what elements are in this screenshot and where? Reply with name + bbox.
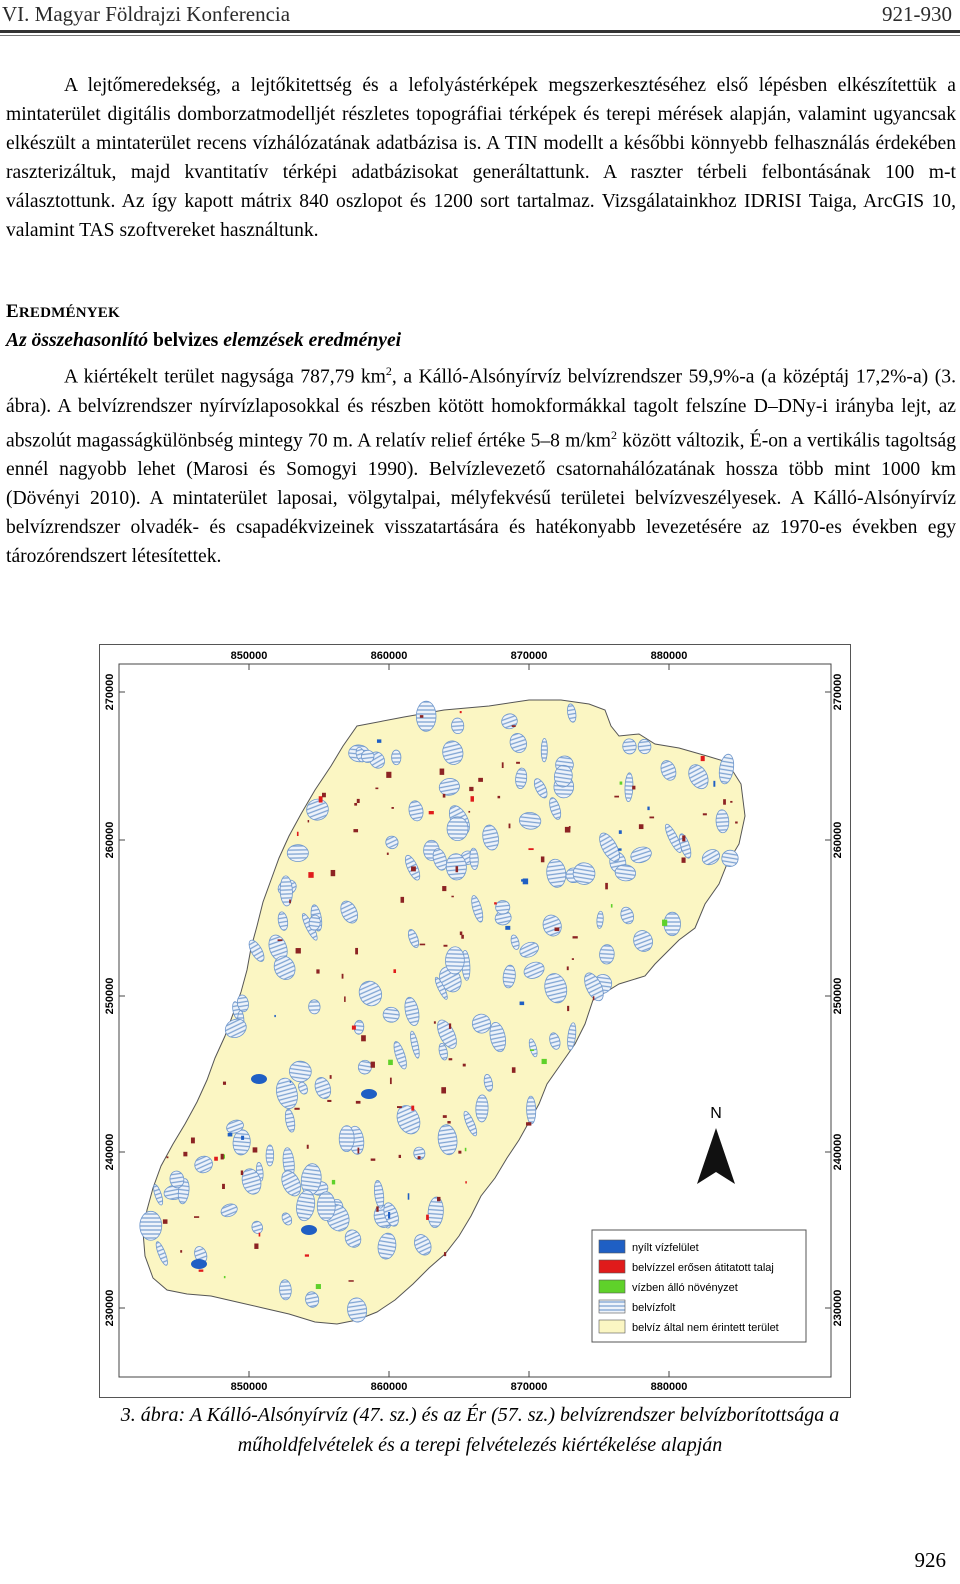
water-patch (447, 817, 468, 841)
soil-speck (520, 1002, 525, 1006)
soil-speck (555, 927, 560, 931)
y-tick-left-4: 230000 (104, 1289, 116, 1327)
soil-speck (241, 1136, 244, 1140)
water-patch (308, 1000, 320, 1015)
soil-speck (713, 781, 715, 787)
section-heading-rest: REDMÉNYEK (18, 305, 120, 321)
results-sup-1: 2 (385, 364, 392, 378)
soil-speck (420, 715, 423, 718)
soil-speck (322, 793, 326, 798)
soil-speck (224, 1276, 226, 1278)
x-tick-top-1: 860000 (370, 650, 408, 662)
soil-speck (456, 866, 459, 872)
soil-speck (376, 1206, 378, 1211)
caption-line-1: 3. ábra: A Kálló-Alsónyírvíz (47. sz.) és az Ér (57. sz.) belvízrendszer belvízborítottsága a (120, 1404, 840, 1426)
soil-speck (523, 878, 528, 884)
soil-speck (354, 803, 357, 806)
soil-speck (223, 1082, 226, 1085)
soil-speck (296, 948, 301, 953)
soil-speck (505, 926, 510, 930)
soil-speck (526, 1122, 531, 1125)
soil-speck (437, 1197, 440, 1201)
y-tick-right-3: 240000 (832, 1133, 844, 1171)
soil-speck (371, 1062, 375, 1068)
header-rule-thick (0, 30, 960, 33)
soil-speck (440, 769, 445, 775)
soil-speck (703, 813, 707, 815)
soil-speck (401, 897, 405, 903)
soil-speck (278, 939, 283, 941)
soil-speck (632, 786, 635, 790)
results-sup-2: 2 (610, 427, 617, 442)
soil-speck (465, 1148, 467, 1151)
soil-speck (468, 811, 470, 813)
soil-speck (388, 1212, 390, 1218)
water-patch (140, 1211, 162, 1240)
soil-speck (307, 1145, 309, 1149)
map-legend (592, 1230, 806, 1342)
section-heading (6, 301, 120, 323)
soil-speck (620, 782, 623, 785)
soil-speck (358, 1148, 360, 1154)
open-water-blob (301, 1225, 317, 1235)
soil-speck (411, 1106, 414, 1111)
soil-speck (375, 788, 378, 790)
soil-speck (316, 969, 319, 973)
soil-speck (662, 920, 667, 926)
soil-speck (542, 1059, 547, 1064)
soil-speck (441, 1087, 446, 1093)
soil-speck (361, 1035, 366, 1041)
legend-swatch-3 (599, 1300, 625, 1313)
soil-speck (393, 969, 396, 973)
subsection-heading-italic-2: elemzések eredményei (223, 330, 402, 351)
north-label: N (710, 1105, 722, 1122)
water-patch (445, 946, 465, 974)
soil-speck (461, 935, 464, 939)
legend-swatch-2 (599, 1280, 625, 1293)
water-patch (416, 701, 436, 731)
soil-speck (297, 832, 299, 836)
open-water-blob (251, 1074, 267, 1084)
soil-speck (605, 883, 608, 889)
soil-speck (465, 1181, 467, 1183)
soil-speck (342, 974, 344, 979)
soil-speck (377, 739, 381, 742)
soil-speck (228, 1133, 233, 1137)
soil-speck (449, 1023, 451, 1028)
soil-speck (163, 1219, 168, 1223)
water-patch (266, 1145, 274, 1166)
soil-speck (512, 725, 516, 727)
soil-speck (460, 932, 462, 936)
water-patch (339, 1126, 354, 1152)
results-paragraph (6, 357, 956, 571)
soil-speck (469, 787, 473, 791)
soil-speck (471, 796, 474, 802)
soil-speck (593, 996, 595, 1000)
soil-speck (353, 829, 358, 832)
soil-speck (682, 857, 686, 862)
x-tick-bottom-1: 860000 (370, 1381, 408, 1393)
y-tick-right-4: 230000 (832, 1289, 844, 1327)
methods-paragraph: A lejtőmeredekség, a lejtőkitettség és a lefolyástérképek megszerkesztéséhez első lépésben elkészítettük a mintaterület digitális domborzatmodelljét részletes topográfiai térképek és terepi mérések alapján, valamint ugyancsak elkészült a mintaterület recens vízhálózatának adatbázisa is. A TIN modellt a későbbi könnyebb felhasználás érdekében raszterizáltuk, majd kvantitatív térképi adatbázisokat generáltattunk. A raszter térbeli felbontásának 100 m-t választottunk. Az így kapott mátrix 840 oszlopot és 1200 sort tartalmaz. Vizsgálatainkhoz IDRISI Taiga, ArcGIS 10, valamint TAS szoftvereket használtunk. (6, 75, 956, 241)
soil-speck (735, 821, 738, 823)
soil-speck (647, 807, 649, 811)
soil-speck (344, 996, 346, 1002)
soil-speck (516, 762, 520, 764)
water-patch (541, 738, 547, 762)
soil-speck (397, 1106, 402, 1108)
subsection-heading-bold: belvizes (148, 330, 224, 351)
soil-speck (221, 1154, 224, 1160)
legend-swatch-0 (599, 1240, 625, 1253)
open-water-blob (191, 1259, 207, 1269)
soil-speck (614, 796, 619, 798)
results-text-2: , a Kálló-Alsónyírvíz belvízrendszer 59,9%-a (a középtáj 17,2%-a) (3. ábra). A belvízrendszer nyírvízlaposokkal és részben kötött homokformákkal tagolt felszíne D–DNy-i irányba lejt, az abszolút magasságkülönbség mintegy 70 m. A relatív relief értéke 5–8 m/km (6, 366, 956, 452)
soil-speck (332, 1180, 335, 1184)
soil-speck (259, 1233, 261, 1237)
legend-swatch-4 (599, 1320, 625, 1333)
y-tick-right-1: 260000 (832, 821, 844, 859)
soil-speck (618, 848, 621, 850)
map-svg (99, 644, 851, 1398)
water-patch (317, 1192, 335, 1221)
soil-speck (463, 1064, 466, 1067)
soil-speck (330, 1075, 332, 1079)
x-tick-bottom-2: 870000 (510, 1381, 548, 1393)
water-patch (287, 844, 308, 861)
soil-speck (619, 830, 622, 834)
open-water-blob (361, 1089, 377, 1099)
soil-speck (611, 904, 613, 908)
soil-speck (682, 835, 685, 841)
x-tick-top-0: 850000 (230, 650, 268, 662)
soil-speck (183, 1152, 187, 1157)
soil-speck (451, 896, 453, 898)
soil-speck (308, 820, 310, 822)
legend-label-1: belvízzel erősen átitatott talaj (632, 1262, 774, 1274)
soil-speck (386, 772, 391, 778)
soil-speck (180, 1250, 182, 1253)
subsection-heading (6, 330, 401, 352)
y-tick-left-3: 240000 (104, 1133, 116, 1171)
soil-speck (730, 801, 732, 803)
soil-speck (701, 756, 705, 761)
soil-speck (305, 1254, 309, 1256)
soil-speck (167, 1156, 169, 1158)
soil-speck (357, 799, 360, 803)
soil-speck (408, 1193, 410, 1199)
soil-speck (447, 1121, 450, 1124)
soil-speck (391, 807, 393, 809)
legend-label-2: vízben álló növényzet (632, 1282, 738, 1294)
soil-speck (390, 1078, 392, 1084)
soil-speck (214, 1157, 218, 1161)
soil-speck (567, 1006, 569, 1011)
conference-title: VI. Magyar Földrajzi Konferencia (2, 2, 291, 26)
soil-speck (426, 1215, 429, 1220)
soil-speck (411, 866, 416, 871)
soil-speck (494, 902, 497, 904)
soil-speck (434, 1021, 436, 1023)
soil-speck (194, 1216, 199, 1218)
soil-speck (290, 1081, 292, 1083)
soil-speck (443, 1115, 447, 1118)
section-heading-initial: E (6, 301, 19, 322)
soil-speck (567, 966, 569, 970)
x-tick-bottom-3: 880000 (650, 1381, 688, 1393)
running-header (0, 0, 960, 30)
soil-speck (442, 886, 446, 891)
water-patch (391, 750, 401, 765)
x-tick-top-3: 880000 (650, 650, 688, 662)
water-patch (476, 1095, 489, 1122)
y-tick-right-0: 270000 (832, 673, 844, 711)
subsection-heading-italic-1: Az összehasonlító (6, 330, 149, 351)
soil-speck (289, 900, 291, 904)
soil-speck (371, 1158, 376, 1160)
soil-speck (723, 799, 726, 805)
soil-speck (530, 1049, 534, 1051)
soil-speck (528, 848, 533, 850)
soil-speck (356, 1101, 361, 1104)
soil-speck (355, 948, 358, 954)
soil-speck (569, 826, 571, 828)
legend-label-4: belvíz által nem érintett terület (632, 1322, 779, 1334)
soil-speck (308, 872, 313, 878)
soil-speck (294, 1108, 299, 1110)
results-text-1: A kiértékelt terület nagysága 787,79 km (64, 366, 386, 388)
legend-label-0: nyílt vízfelület (632, 1242, 699, 1254)
soil-speck (399, 1155, 401, 1158)
soil-speck (222, 1184, 225, 1189)
soil-speck (509, 824, 511, 829)
soil-speck (327, 1100, 331, 1102)
soil-speck (316, 1284, 321, 1289)
x-tick-bottom-0: 850000 (230, 1381, 268, 1393)
soil-speck (274, 1015, 276, 1017)
soil-speck (460, 711, 462, 713)
soil-speck (572, 958, 574, 960)
x-tick-top-2: 870000 (510, 650, 548, 662)
y-tick-right-2: 250000 (832, 977, 844, 1015)
inland-excess-water-map (99, 644, 851, 1398)
soil-speck (253, 1147, 258, 1152)
soil-speck (418, 1156, 421, 1159)
legend-label-3: belvízfolt (632, 1302, 676, 1314)
soil-speck (639, 824, 644, 829)
header-rule-thin (0, 35, 960, 36)
legend-swatch-1 (599, 1260, 625, 1273)
soil-speck (352, 1026, 356, 1030)
y-tick-left-0: 270000 (104, 673, 116, 711)
soil-speck (443, 945, 447, 947)
figure-caption (0, 1400, 960, 1460)
soil-speck (388, 1060, 393, 1065)
soil-speck (191, 1138, 195, 1144)
soil-speck (349, 1280, 354, 1282)
soil-speck (649, 817, 654, 819)
page-range: 921-930 (882, 2, 952, 26)
soil-speck (254, 1243, 258, 1248)
y-tick-left-2: 250000 (104, 977, 116, 1015)
results-text-3: között változik, É-on a vertikális tagoltság ennél nagyobb lehet (Marosi és Somogyi 1990). Belvízlevezető csatornahálózatának hossza több mint 1000 km (Dövényi 2010). A mintaterület laposai, völgytalpai, mélyfekvésű területei belvízveszélyesek. A Kálló-Alsónyírvíz belvízrendszer olvadék- és csapadékvizeinek visszatartására és hatékonyabb levezetésére az 1970-es években egy tározórendszert létesítettek. (6, 430, 956, 568)
soil-speck (573, 936, 578, 938)
page-number: 926 (914, 1548, 946, 1572)
y-tick-left-1: 260000 (104, 821, 116, 859)
soil-speck (319, 796, 323, 802)
soil-speck (420, 944, 425, 946)
soil-speck (512, 1067, 516, 1073)
soil-speck (241, 1170, 243, 1175)
soil-speck (502, 762, 504, 768)
soil-speck (458, 1151, 461, 1154)
soil-speck (541, 856, 545, 862)
soil-speck (498, 796, 501, 798)
soil-speck (478, 778, 483, 782)
soil-speck (429, 811, 434, 814)
soil-speck (387, 853, 389, 855)
soil-speck (444, 1252, 446, 1256)
soil-speck (331, 870, 336, 876)
soil-speck (449, 1058, 453, 1060)
soil-speck (443, 794, 446, 798)
soil-speck (199, 1270, 204, 1272)
caption-line-2: műholdfelvételek és a terepi felvételezés kiértékelése alapján (237, 1434, 723, 1456)
